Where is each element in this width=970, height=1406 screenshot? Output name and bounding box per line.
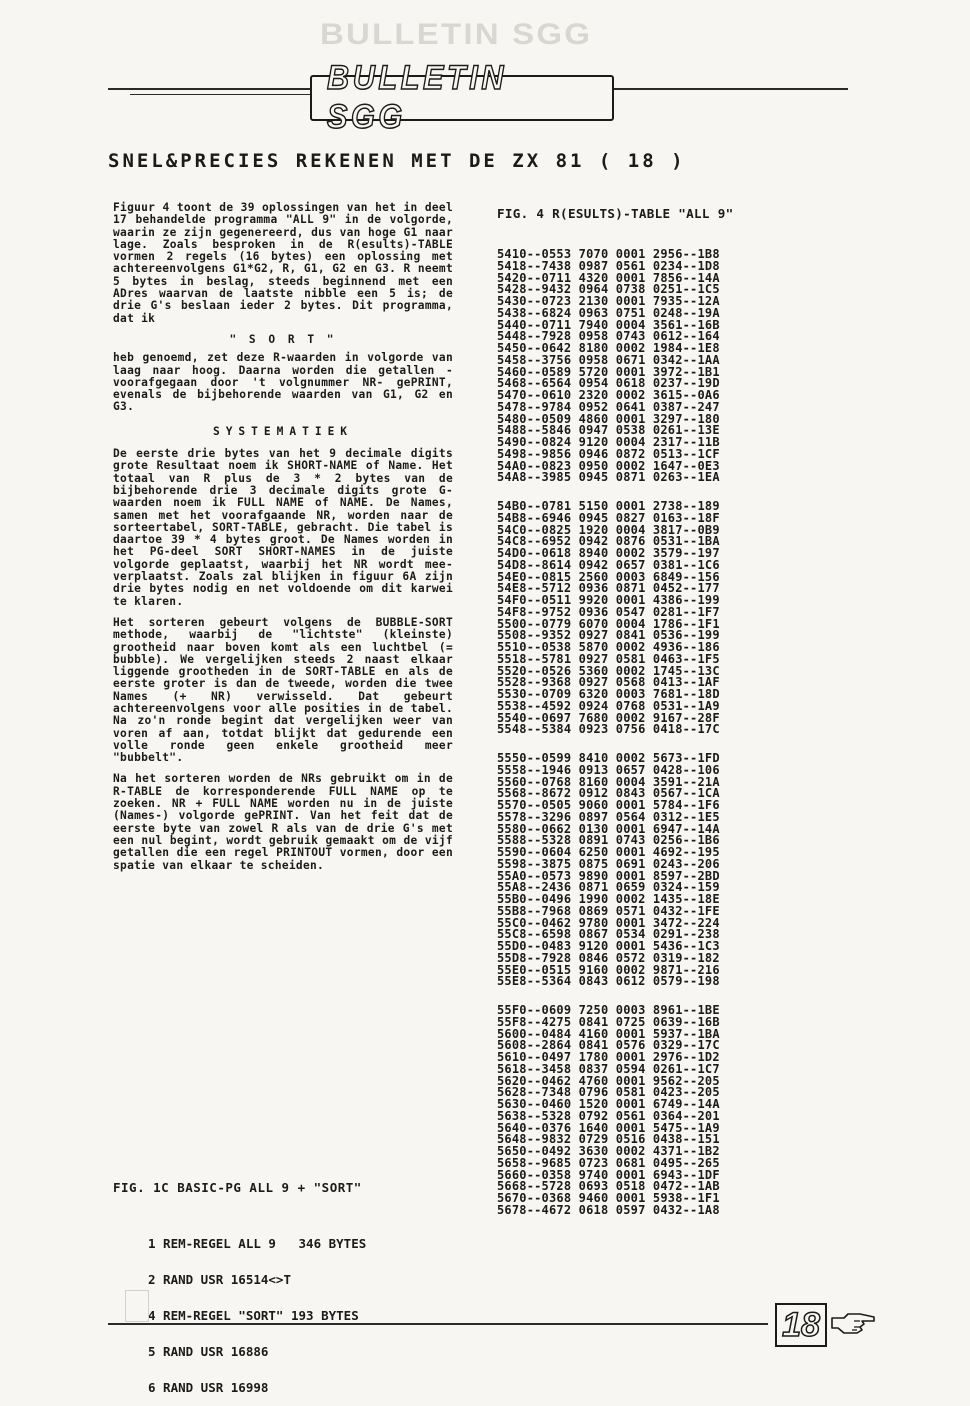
fig-4-caption: FIG. 4 R(ESULTS)-TABLE "ALL 9" — [497, 206, 734, 221]
table-row: 5618--3458 0837 0594 0261--1C7 — [497, 1061, 720, 1076]
table-row: 5460--0589 5720 0001 3972--1B1 — [497, 364, 720, 379]
bleed-through-mark — [125, 1290, 149, 1322]
table-row: 5490--0824 9120 0004 2317--11B — [497, 435, 720, 449]
table-row: 54D8--8614 0942 0657 0381--1C6 — [497, 557, 720, 572]
table-row: 5648--9832 0729 0516 0438--151 — [497, 1132, 720, 1147]
table-row: 5468--6564 0954 0618 0237--19D — [497, 376, 720, 391]
bleed-through-title: BULLETIN SGG — [320, 18, 593, 51]
table-row: 5590--0604 6250 0001 4692--195 — [497, 845, 720, 859]
table-row: 55C8--6598 0867 0534 0291--238 — [497, 927, 720, 942]
table-row: 5470--0610 2320 0002 3615--0A6 — [497, 388, 720, 402]
table-row: 5508--9352 0927 0841 0536--199 — [497, 628, 720, 643]
paragraph-names: De eerste drie bytes van het 9 decimale digits grote Resultaat noem ik SHORT-NAME of Name. Het totaal van R plus de 3 * 2 bytes van de bijbehorende drie 3 decimale digits grote G-waarden noem ik FULL NAME of NAME. De Names, samen met het voorafgaande NR, worden naar de sorteertabel, SORT-TABLE, gebracht. Die tabel is daartoe 39 * 4 bytes groot. De Names worden in het PG-deel SORT SHORT-NAMES in de juiste volgorde geplaatst, waarbij het NR wordt mee-verplaatst. Zoals zal blijken in figuur 6A zijn drie bytes nodig en net voldoende om dit karwei te klaren. — [113, 447, 453, 608]
table-row: 5440--0711 7940 0004 3561--16B — [497, 317, 720, 332]
table-row: 55A0--0573 9890 0001 8597--2BD — [497, 868, 720, 883]
table-row: 55B8--7968 0869 0571 0432--1FE — [497, 903, 720, 918]
table-row: 5640--0376 1640 0001 5475--1A9 — [497, 1120, 720, 1135]
table-row: 5528--9368 0927 0568 0413--1AF — [497, 675, 720, 690]
table-block — [497, 249, 842, 484]
program-line: 1 REM-REGEL ALL 9 346 BYTES — [148, 1236, 367, 1251]
results-table — [497, 249, 842, 1217]
table-block — [497, 753, 842, 988]
table-row: 5448--7928 0958 0743 0612--164 — [497, 329, 720, 344]
table-row: 5670--0368 9460 0001 5938--1F1 — [497, 1191, 720, 1205]
basic-program-listing — [148, 1214, 366, 1406]
table-row: 5500--0779 6070 0004 1786--1F1 — [497, 616, 720, 631]
table-row: 55D0--0483 9120 0001 5436--1C3 — [497, 939, 720, 953]
sort-title: " S O R T " — [229, 332, 337, 346]
program-line: 5 RAND USR 16886 — [148, 1344, 269, 1359]
table-row: 54D0--0618 8940 0002 3579--197 — [497, 546, 720, 560]
table-row: 5428--9432 0964 0738 0251--1C5 — [497, 282, 720, 297]
paragraph-intro: Figuur 4 toont de 39 oplossingen van het in deel 17 behandelde programma "ALL 9" in de volgorde, waarin ze zijn gegenereerd, dus van hoge G1 naar lage. Zoals besproken in de R(esults)-TABLE vormen 2 regels (16 bytes) een oplossing met achtereenvolgens G1*G2, R, G1, G2 en G3. R neemt 5 bytes in beslag, steeds beginnend met een ADres waarvan de laatste nibble een 5 is; de drie G's beslaan ieder 2 bytes. Dit programma, dat ik — [113, 201, 453, 325]
table-row: 54B8--6946 0945 0827 0163--18F — [497, 510, 720, 525]
table-row: 5488--5846 0947 0538 0261--13E — [497, 423, 720, 438]
table-row: 54C0--0825 1920 0004 3817--0B9 — [497, 522, 720, 537]
section-heading-systematiek: SYSTEMATIEK — [212, 424, 354, 438]
table-block — [497, 1005, 842, 1217]
table-row: 54F8--9752 0936 0547 0281--1F7 — [497, 604, 720, 619]
table-row: 55B0--0496 1990 0002 1435--18E — [497, 892, 720, 906]
paragraph-printout: Na het sorteren worden de NRs gebruikt om in de R-TABLE de korresponderende FULL NAME op te zoeken. NR + FULL NAME worden nu in de juiste (Names-) volgorde gePRINT. Van het feit dat de eerste byte van zowel R als van de drie G's met een nul begint, wordt gebruik gemaakt om de vijf getallen die een regel PRINTOUT vormen, door een spatie van elkaar te scheiden. — [113, 772, 453, 872]
table-row: 5530--0709 6320 0003 7681--18D — [497, 687, 720, 701]
table-row: 5628--7348 0796 0581 0423--205 — [497, 1085, 720, 1100]
table-row: 5450--0642 8180 0002 1984--1E8 — [497, 341, 720, 355]
table-row: 5420--0711 4320 0001 7856--14A — [497, 270, 720, 285]
table-row: 5608--2864 0841 0576 0329--17C — [497, 1038, 720, 1053]
table-row: 55F8--4275 0841 0725 0639--16B — [497, 1014, 720, 1029]
table-row: 5418--7438 0987 0561 0234--1D8 — [497, 258, 720, 273]
table-row: 54E8--5712 0936 0871 0452--177 — [497, 581, 720, 596]
results-table-column — [497, 206, 842, 1234]
table-row: 5510--0538 5870 0002 4936--186 — [497, 640, 720, 654]
table-row: 5438--6824 0963 0751 0248--19A — [497, 305, 720, 320]
table-row: 5520--0526 5360 0002 1745--13C — [497, 663, 720, 678]
table-row: 5678--4672 0618 0597 0432--1A8 — [497, 1202, 720, 1217]
table-row: 5570--0505 9060 0001 5784--1F6 — [497, 798, 720, 812]
table-row: 5650--0492 3630 0002 4371--1B2 — [497, 1144, 720, 1158]
paragraph-bubble-sort: Het sorteren gebeurt volgens de BUBBLE-SORT methode, waarbij de "lichtste" (kleinste) grootheid naar boven komt als een luchtbel (= bubble). We vergelijken steeds 2 naast elkaar liggende grootheden in de SORT-TABLE en als de eerste groter is dan de tweede, worden die twee Names (+ NR) verwisseld. Dat gebeurt achtereenvolgens voor alle posities in de tabel. Na zo'n ronde begint dat vergelijken weer van voren af aan, totdat blijkt dat gedurende een volle ronde geen enkele grootheid meer "bubbelt". — [113, 615, 453, 765]
table-row: 5558--1946 0913 0657 0428--106 — [497, 762, 720, 777]
table-row: 5620--0462 4760 0001 9562--205 — [497, 1073, 720, 1088]
bottom-rule — [108, 1323, 768, 1325]
table-row: 54A8--3985 0945 0871 0263--1EA — [497, 470, 720, 485]
fig-1c-caption: FIG. 1C BASIC-PG ALL 9 + "SORT" — [113, 1180, 362, 1195]
table-row: 5560--0768 8160 0004 3591--21A — [497, 774, 720, 789]
masthead-banner — [310, 59, 614, 136]
table-row: 5568--8672 0912 0843 0567--1CA — [497, 786, 720, 801]
table-row: 5578--3296 0897 0564 0312--1E5 — [497, 809, 720, 824]
page-number: 18 — [775, 1303, 827, 1347]
table-row: 5660--0358 9740 0001 6943--1DF — [497, 1167, 720, 1182]
table-row: 55D8--7928 0846 0572 0319--182 — [497, 950, 720, 965]
table-row: 54B0--0781 5150 0001 2738--189 — [497, 499, 720, 513]
table-row: 5630--0460 1520 0001 6749--14A — [497, 1097, 720, 1111]
program-line: 2 RAND USR 16514<>T — [148, 1272, 291, 1287]
table-row: 54E0--0815 2560 0003 6849--156 — [497, 569, 720, 584]
top-rule-short — [130, 94, 310, 95]
table-row: 55E8--5364 0843 0612 0579--198 — [497, 974, 720, 989]
table-row: 5478--9784 0952 0641 0387--247 — [497, 399, 720, 414]
body-column — [113, 202, 453, 881]
table-row: 54F0--0511 9920 0001 4386--199 — [497, 593, 720, 607]
program-line: 4 REM-REGEL "SORT" 193 BYTES — [148, 1308, 359, 1323]
table-row: 55A8--2436 0871 0659 0324--159 — [497, 880, 720, 895]
table-row: 5610--0497 1780 0001 2976--1D2 — [497, 1050, 720, 1064]
table-row: 5498--9856 0946 0872 0513--1CF — [497, 446, 720, 461]
article-heading: SNEL&PRECIES REKENEN MET DE ZX 81 ( 18 ) — [108, 150, 686, 172]
table-row: 5458--3756 0958 0671 0342--1AA — [497, 352, 720, 367]
table-row: 5638--5328 0792 0561 0364--201 — [497, 1108, 720, 1123]
table-block — [497, 501, 842, 736]
masthead-title: BULLETIN SGG — [327, 59, 508, 136]
table-row: 5538--4592 0924 0768 0531--1A9 — [497, 698, 720, 713]
table-row: 55E0--0515 9160 0002 9871--216 — [497, 962, 720, 977]
table-row: 5658--9685 0723 0681 0495--265 — [497, 1155, 720, 1170]
table-row: 5580--0662 0130 0001 6947--14A — [497, 821, 720, 836]
table-row: 5430--0723 2130 0001 7935--12A — [497, 294, 720, 308]
paragraph-intro-continued: heb genoemd, zet deze R-waarden in volgorde van laag naar hoog. Daarna worden die getallen -voorafgegaan door 't volgnummer NR- gePRINT, evenals de bijbehorende waarden van G1, G2 en G3. — [113, 351, 453, 414]
table-row: 5518--5781 0927 0581 0463--1F5 — [497, 651, 720, 666]
table-row: 5540--0697 7680 0002 9167--28F — [497, 710, 720, 725]
table-row: 5480--0509 4860 0001 3297--180 — [497, 411, 720, 426]
table-row: 5598--3875 0875 0691 0243--206 — [497, 856, 720, 871]
table-row: 55C0--0462 9780 0001 3472--224 — [497, 915, 720, 930]
table-row: 5668--5728 0693 0518 0472--1AB — [497, 1179, 720, 1194]
table-row: 5548--5384 0923 0756 0418--17C — [497, 722, 720, 737]
program-line: 6 RAND USR 16998 — [148, 1380, 269, 1395]
table-row: 5588--5328 0891 0743 0256--1B6 — [497, 833, 720, 848]
table-row: 54A0--0823 0950 0002 1647--0E3 — [497, 458, 720, 473]
table-row: 5410--0553 7070 0001 2956--1B8 — [497, 247, 720, 261]
table-row: 55F0--0609 7250 0003 8961--1BE — [497, 1003, 720, 1017]
pointing-hand-icon — [830, 1310, 876, 1336]
table-row: 5600--0484 4160 0001 5937--1BA — [497, 1026, 720, 1041]
table-row: 5550--0599 8410 0002 5673--1FD — [497, 751, 720, 765]
table-row: 54C8--6952 0942 0876 0531--1BA — [497, 534, 720, 549]
